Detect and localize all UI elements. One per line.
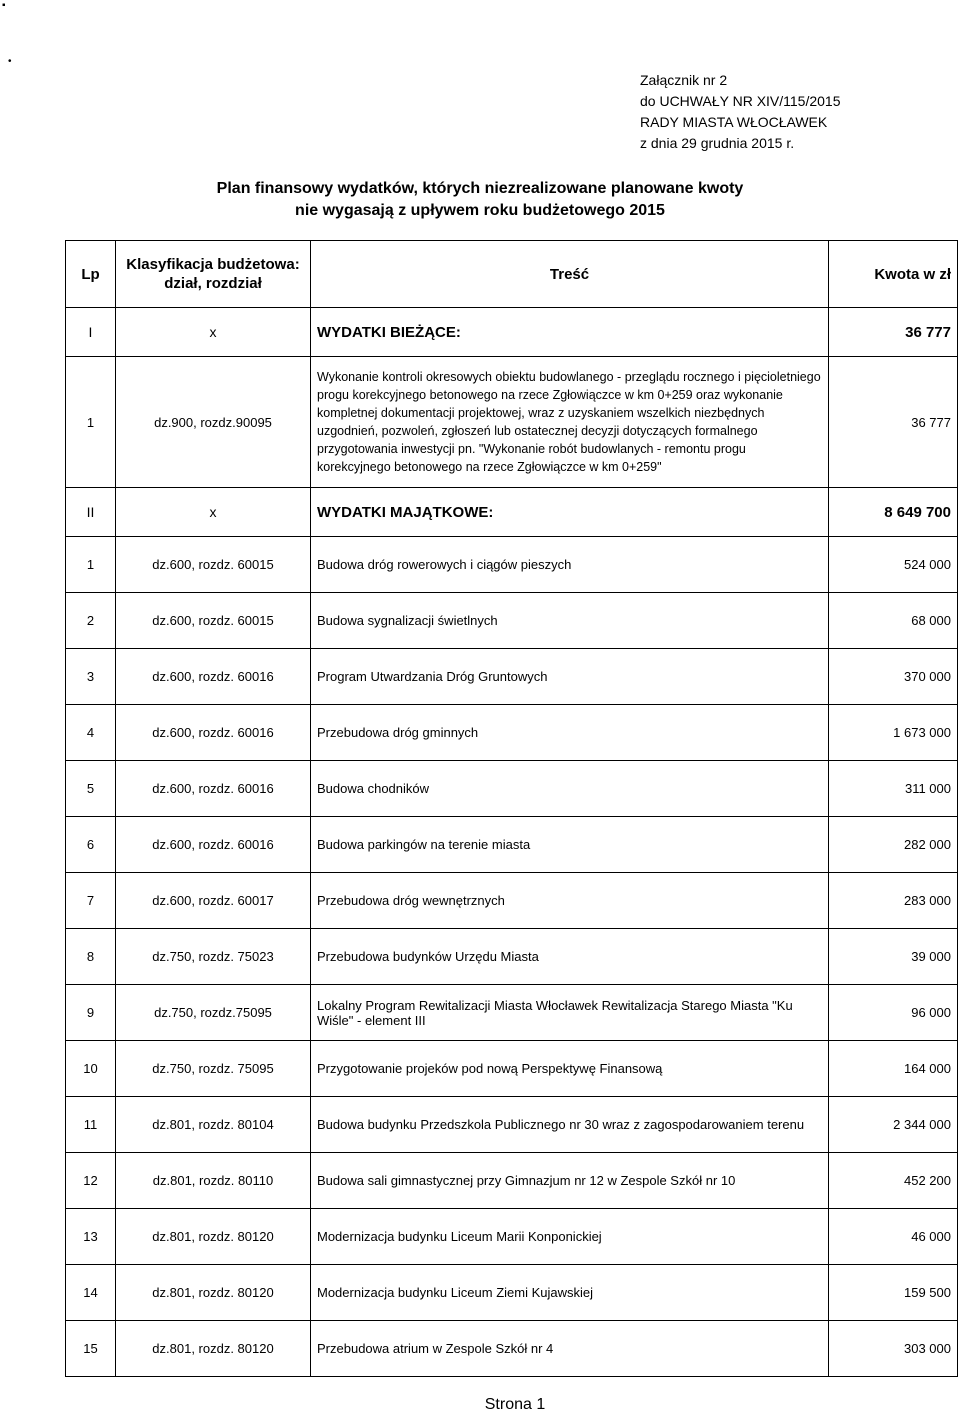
scan-mark: ▪ — [2, 0, 6, 11]
section-klas: x — [116, 308, 311, 357]
table-row — [66, 817, 958, 873]
row-kwota: 68 000 — [829, 593, 958, 649]
row-lp: 15 — [66, 1321, 116, 1377]
row-klasyfikacja: dz.600, rozdz. 60016 — [116, 817, 311, 873]
section-lp: I — [66, 308, 116, 357]
section-total: 36 777 — [829, 308, 958, 357]
row-lp: 3 — [66, 649, 116, 705]
table-row — [66, 1265, 958, 1321]
document-title — [0, 178, 960, 222]
row-lp: 12 — [66, 1153, 116, 1209]
row-kwota: 282 000 — [829, 817, 958, 873]
row-lp: 9 — [66, 985, 116, 1041]
header-lp: Lp — [66, 241, 116, 308]
row-klasyfikacja: dz.801, rozdz. 80110 — [116, 1153, 311, 1209]
row-tresc: Program Utwardzania Dróg Gruntowych — [311, 649, 829, 705]
row-tresc: Budowa dróg rowerowych i ciągów pieszych — [311, 537, 829, 593]
table-row — [66, 1041, 958, 1097]
header-klasyfikacja — [116, 241, 311, 308]
scan-mark: • — [8, 56, 12, 67]
row-tresc: Budowa budynku Przedszkola Publicznego nr 30 wraz z zagospodarowaniem terenu — [311, 1097, 829, 1153]
section-klas: x — [116, 488, 311, 537]
row-klasyfikacja: dz.801, rozdz. 80104 — [116, 1097, 311, 1153]
row-klasyfikacja: dz.600, rozdz. 60017 — [116, 873, 311, 929]
row-tresc: Przygotowanie projeków pod nową Perspektywę Finansową — [311, 1041, 829, 1097]
table-row — [66, 1097, 958, 1153]
row-lp: 1 — [66, 357, 116, 488]
row-lp: 4 — [66, 705, 116, 761]
row-tresc: Modernizacja budynku Liceum Marii Konponickiej — [311, 1209, 829, 1265]
row-tresc: Budowa parkingów na terenie miasta — [311, 817, 829, 873]
table-row — [66, 929, 958, 985]
header-tresc: Treść — [311, 241, 829, 308]
row-kwota: 164 000 — [829, 1041, 958, 1097]
row-tresc: Lokalny Program Rewitalizacji Miasta Włocławek Rewitalizacja Starego Miasta "Ku Wiśle" - element III — [311, 985, 829, 1041]
table-body — [66, 308, 958, 1377]
row-lp: 8 — [66, 929, 116, 985]
row-kwota: 2 344 000 — [829, 1097, 958, 1153]
table-row — [66, 705, 958, 761]
row-kwota: 524 000 — [829, 537, 958, 593]
row-kwota: 283 000 — [829, 873, 958, 929]
page-number: Strona 1 — [484, 1396, 546, 1413]
attachment-line: RADY MIASTA WŁOCŁAWEK — [640, 114, 828, 130]
row-tresc: Budowa chodników — [311, 761, 829, 817]
table-row — [66, 649, 958, 705]
table-row — [66, 357, 958, 488]
table-row — [66, 1209, 958, 1265]
table-row — [66, 761, 958, 817]
section-total: 8 649 700 — [829, 488, 958, 537]
row-tresc: Przebudowa atrium w Zespole Szkół nr 4 — [311, 1321, 829, 1377]
attachment-line: do UCHWAŁY NR XIV/115/2015 — [640, 93, 841, 109]
title-line-1: Plan finansowy wydatków, których niezrealizowane planowane kwoty — [216, 180, 744, 197]
row-kwota: 370 000 — [829, 649, 958, 705]
section-title: WYDATKI BIEŻĄCE: — [311, 308, 829, 357]
row-lp: 10 — [66, 1041, 116, 1097]
row-kwota: 452 200 — [829, 1153, 958, 1209]
header-kwota: Kwota w zł — [829, 241, 958, 308]
table-row — [66, 1321, 958, 1377]
section-lp: II — [66, 488, 116, 537]
row-tresc: Modernizacja budynku Liceum Ziemi Kujawskiej — [311, 1265, 829, 1321]
row-kwota: 159 500 — [829, 1265, 958, 1321]
attachment-header — [640, 70, 841, 154]
attachment-line: z dnia 29 grudnia 2015 r. — [640, 135, 795, 151]
row-klasyfikacja: dz.801, rozdz. 80120 — [116, 1321, 311, 1377]
row-kwota: 46 000 — [829, 1209, 958, 1265]
row-lp: 1 — [66, 537, 116, 593]
row-kwota: 39 000 — [829, 929, 958, 985]
row-klasyfikacja: dz.600, rozdz. 60016 — [116, 649, 311, 705]
section-title: WYDATKI MAJĄTKOWE: — [311, 488, 829, 537]
row-klasyfikacja: dz.600, rozdz. 60015 — [116, 537, 311, 593]
row-lp: 7 — [66, 873, 116, 929]
row-tresc: Przebudowa dróg gminnych — [311, 705, 829, 761]
row-lp: 6 — [66, 817, 116, 873]
row-lp: 14 — [66, 1265, 116, 1321]
title-line-2: nie wygasają z upływem roku budżetowego 2015 — [295, 202, 665, 219]
row-klasyfikacja: dz.750, rozdz.75095 — [116, 985, 311, 1041]
row-lp: 5 — [66, 761, 116, 817]
row-tresc: Budowa sygnalizacji świetlnych — [311, 593, 829, 649]
header-klasyfikacja-line2: dział, rozdział — [164, 275, 262, 292]
table-row — [66, 593, 958, 649]
row-klasyfikacja: dz.801, rozdz. 80120 — [116, 1209, 311, 1265]
table-header-row — [66, 241, 958, 308]
table-row — [66, 873, 958, 929]
section-row — [66, 308, 958, 357]
row-kwota: 36 777 — [829, 357, 958, 488]
row-klasyfikacja: dz.600, rozdz. 60016 — [116, 761, 311, 817]
header-klasyfikacja-line1: Klasyfikacja budżetowa: — [126, 256, 300, 273]
budget-table — [65, 240, 958, 1377]
table-row — [66, 985, 958, 1041]
row-tresc: Przebudowa dróg wewnętrznych — [311, 873, 829, 929]
attachment-line: Załącznik nr 2 — [640, 72, 728, 88]
row-tresc: Przebudowa budynków Urzędu Miasta — [311, 929, 829, 985]
row-klasyfikacja: dz.750, rozdz. 75023 — [116, 929, 311, 985]
row-kwota: 303 000 — [829, 1321, 958, 1377]
row-tresc: Wykonanie kontroli okresowych obiektu budowlanego - przeglądu rocznego i pięcioletniego progu korekcyjnego betonowego na rzece Zgłowiączce w km 0+259 oraz wykonanie kompletnej dokumentacji projektowej, wraz z uzyskaniem wszelkich niezbędnych uzgodnień, pozwoleń, zgłoszeń lub ostatecznej decyzji dotyczących formalnego przygotowania inwestycji pn. "Wykonanie robót budowlanych - remontu progu korekcyjnego betonowego na rzece Zgłowiączce w km 0+259" — [311, 357, 829, 488]
row-klasyfikacja: dz.900, rozdz.90095 — [116, 357, 311, 488]
row-lp: 13 — [66, 1209, 116, 1265]
table-row — [66, 1153, 958, 1209]
row-lp: 2 — [66, 593, 116, 649]
row-klasyfikacja: dz.750, rozdz. 75095 — [116, 1041, 311, 1097]
row-klasyfikacja: dz.801, rozdz. 80120 — [116, 1265, 311, 1321]
row-kwota: 1 673 000 — [829, 705, 958, 761]
section-row — [66, 488, 958, 537]
row-klasyfikacja: dz.600, rozdz. 60016 — [116, 705, 311, 761]
row-tresc: Budowa sali gimnastycznej przy Gimnazjum nr 12 w Zespole Szkół nr 10 — [311, 1153, 829, 1209]
row-lp: 11 — [66, 1097, 116, 1153]
row-kwota: 96 000 — [829, 985, 958, 1041]
row-kwota: 311 000 — [829, 761, 958, 817]
table-row — [66, 537, 958, 593]
row-klasyfikacja: dz.600, rozdz. 60015 — [116, 593, 311, 649]
